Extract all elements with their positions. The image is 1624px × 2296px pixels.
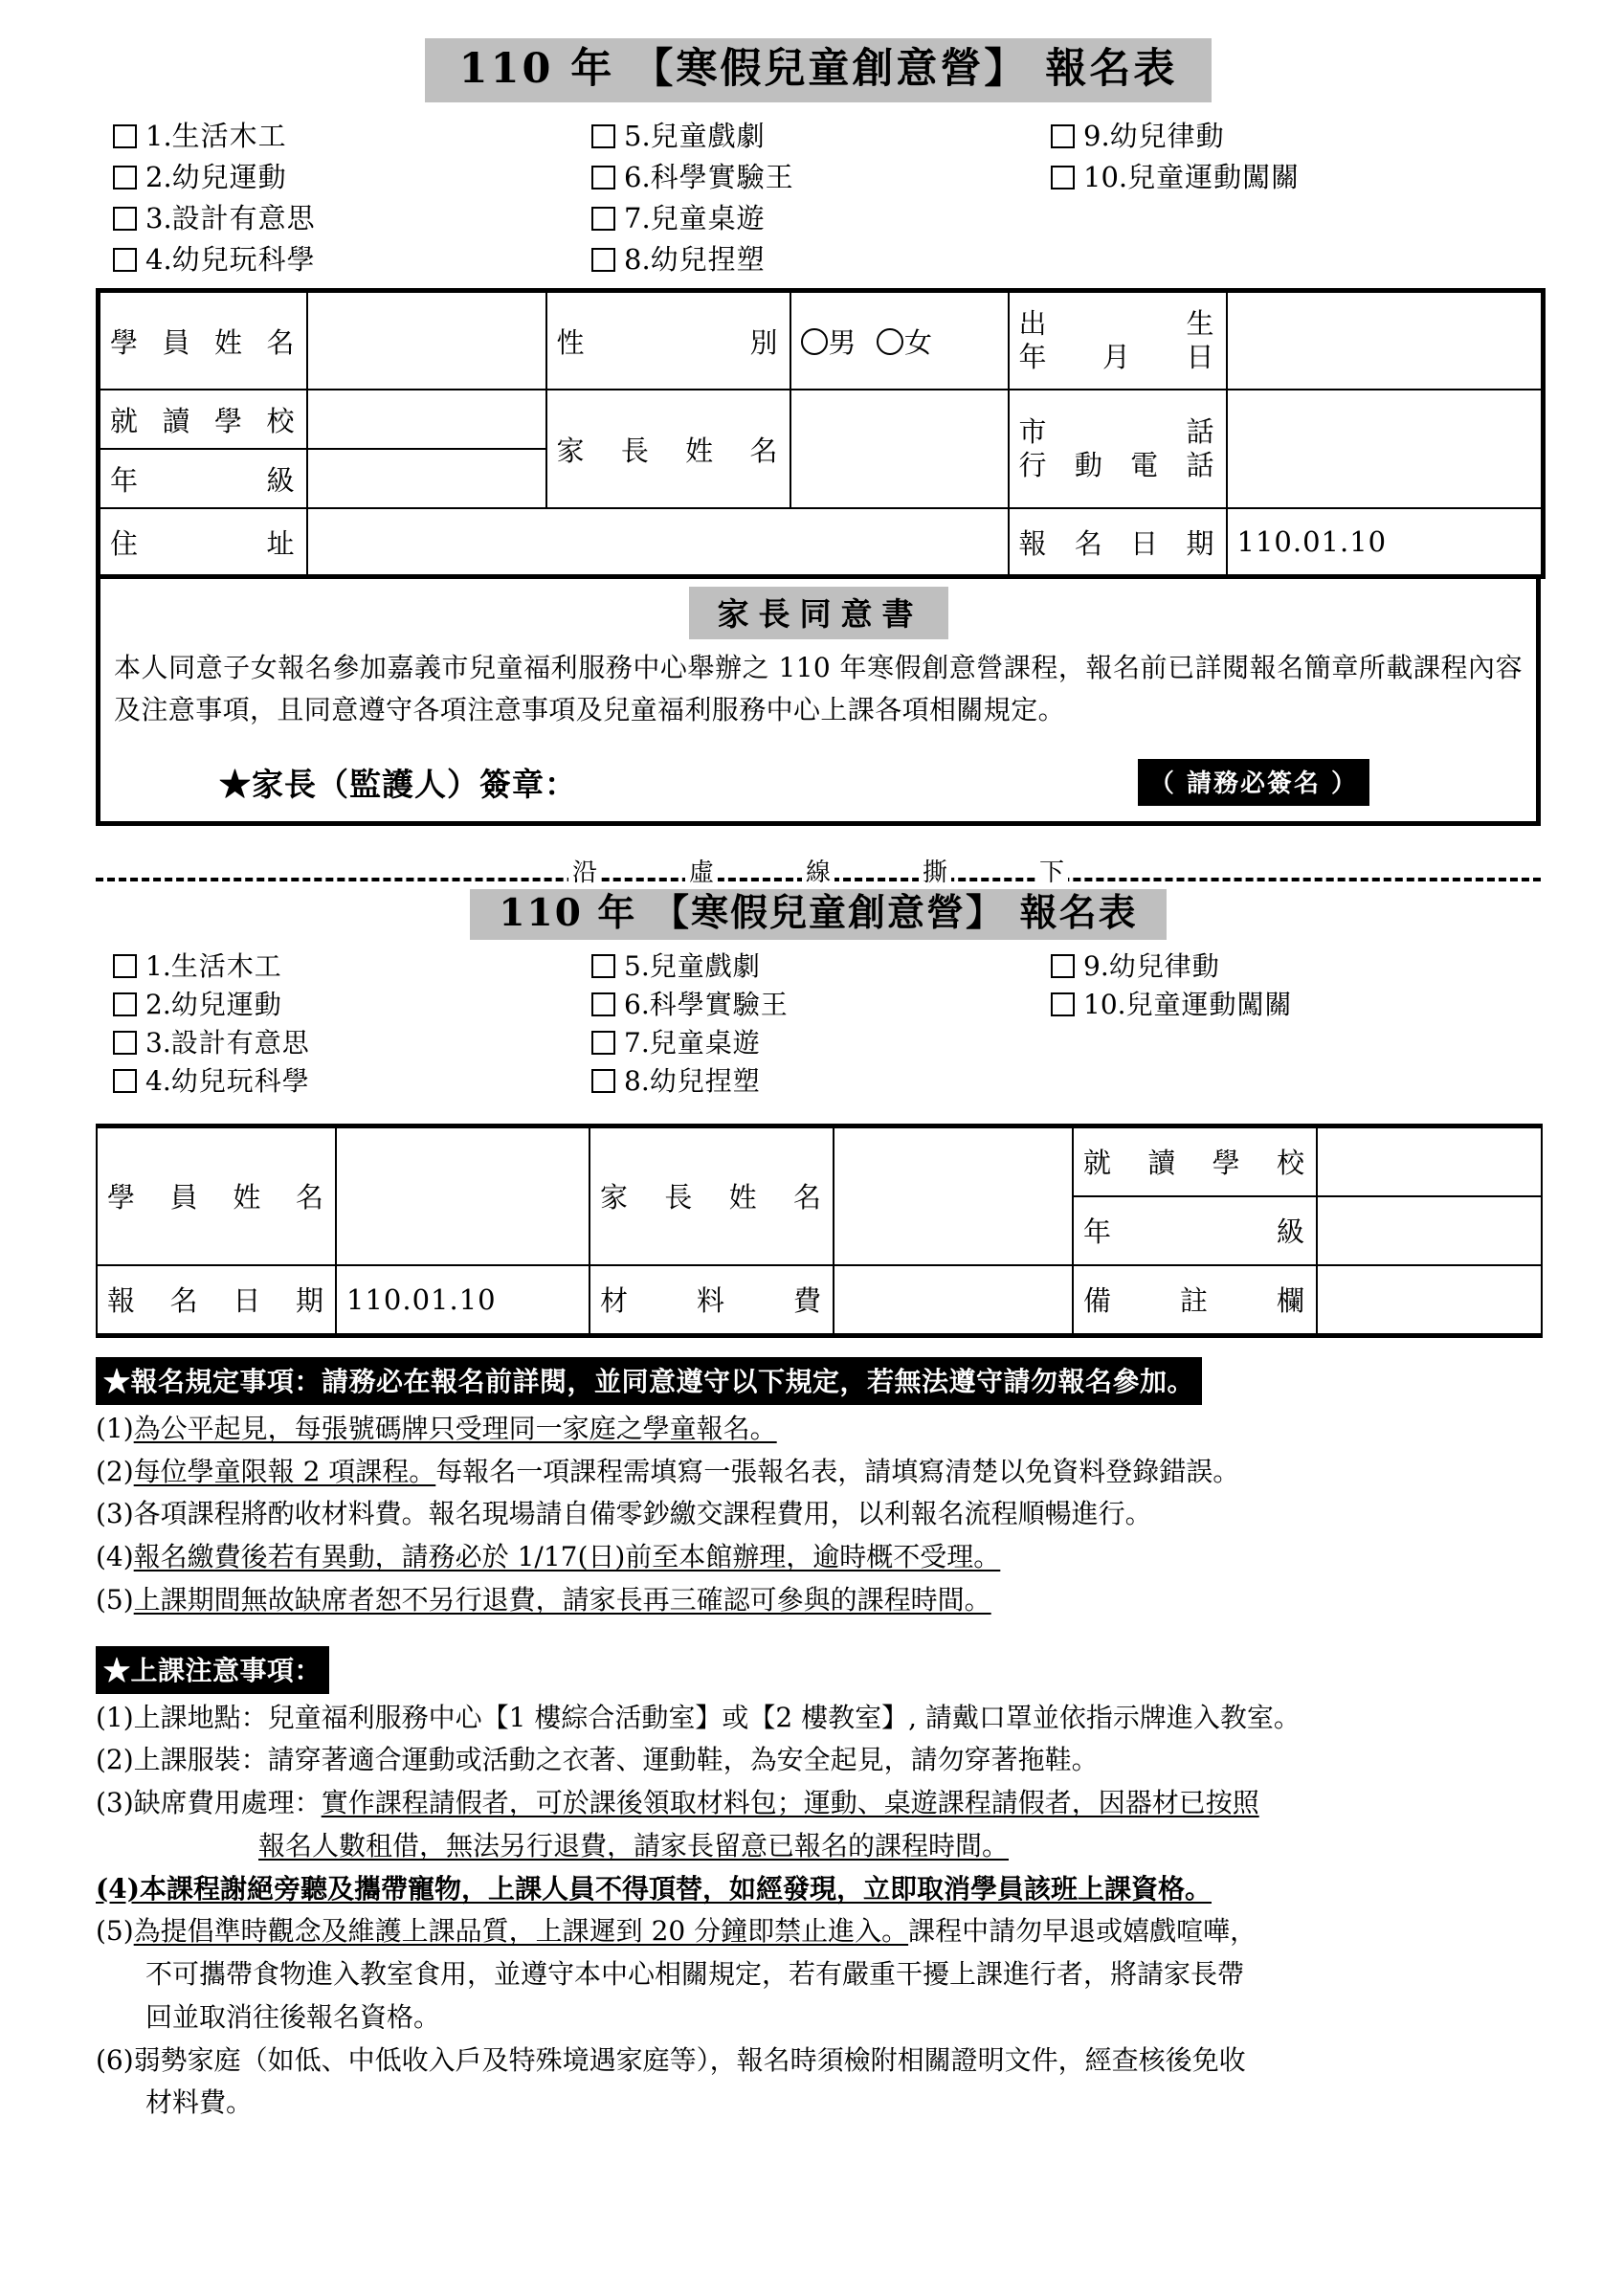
class-note-item [96,1699,1541,1737]
tear-instruction [96,853,1541,888]
tear-word: 沿 [568,858,601,887]
course-label: 科學實驗王 [650,161,794,194]
class-note-continuation [96,1998,1541,2037]
course-checkbox-item[interactable] [113,157,591,198]
class-note-text: 報名人數租借，無法另行退費，請家長留意已報名的課程時間。 [258,1829,1010,1861]
rule-text-underlined: 每位學童限報 2 項課程。 [133,1455,436,1487]
class-note-text [134,1784,1541,1822]
signature-row [114,759,1523,806]
stub-title-container [96,889,1541,940]
checkbox-icon[interactable] [113,124,137,148]
course-number: 4. [145,243,172,277]
remark-label: 備註欄 [1073,1265,1317,1336]
stub-parent-name-label: 家長姓名 [590,1126,834,1265]
class-note-text: 弱勢家庭（如低、中低收入戶及特殊境遇家庭等），報名時須檢附相關證明文件，經查核後免收 [133,2043,1246,2076]
student-name-label: 學員姓名 [99,291,307,390]
registration-date-label: 報名日期 [1009,508,1227,577]
rule-item [96,1453,1541,1491]
course-checkbox-item[interactable] [1051,157,1472,198]
class-note-number: (2) [96,1744,134,1776]
course-number: 10. [1083,161,1128,194]
stub-student-name-label: 學員姓名 [97,1126,336,1265]
course-label: 幼兒運動 [170,988,282,1020]
tear-word: 線 [802,858,834,887]
rule-item [96,1495,1541,1533]
course-checkbox-item[interactable] [113,986,591,1024]
parent-name-label: 家長姓名 [546,390,790,508]
rule-text [134,1453,1541,1491]
stub-student-name-field[interactable] [336,1126,590,1265]
tear-word: 虛 [685,858,718,887]
course-label: 兒童桌遊 [650,202,766,235]
consent-heading: 家長同意書 [689,587,948,639]
stub-school-field[interactable] [1317,1126,1542,1196]
course-checkbox-grid-main [113,116,1541,280]
rule-number: (4) [96,1541,134,1573]
course-checkbox-item[interactable] [1051,116,1472,157]
course-checkbox-item[interactable] [591,947,1051,986]
consent-heading-container [114,587,1523,639]
spacer [1051,198,1472,239]
phone-label [1009,390,1227,508]
checkbox-icon[interactable] [113,992,137,1016]
parent-name-field[interactable] [790,390,1009,508]
table-row [99,508,1544,577]
stub-page-title: 110 年 【寒假兒童創意營】 報名表 [470,889,1166,940]
class-note-text [134,1912,1541,1950]
course-number: 3. [145,1026,171,1059]
spacer [1051,1024,1472,1062]
phone-field[interactable] [1227,390,1544,508]
class-note-text: 不可攜帶食物進入教室食用，並遵守本中心相關規定，若有嚴重干擾上課進行者，將請家長帶 [145,1958,1245,1991]
spacer [1051,239,1472,280]
checkbox-icon[interactable] [113,207,137,231]
birthdate-field[interactable] [1227,291,1544,390]
checkbox-icon[interactable] [591,1069,615,1093]
course-number: 7. [624,1026,650,1059]
rule-number: (3) [96,1498,134,1530]
table-row [99,291,1544,390]
checkbox-icon[interactable] [1051,992,1075,1016]
checkbox-icon[interactable] [591,954,615,978]
class-note-underlined: 為提倡準時觀念及維護上課品質，上課遲到 20 分鐘即禁止進入。 [133,1915,909,1948]
rule-number: (2) [96,1455,134,1487]
school-field[interactable] [307,390,546,449]
checkbox-icon[interactable] [1051,166,1075,189]
address-label: 住址 [99,508,307,577]
course-checkbox-item[interactable] [1051,947,1472,986]
course-checkbox-item[interactable] [113,239,591,280]
course-label: 兒童運動闖關 [1127,161,1301,194]
student-info-table [96,288,1546,579]
tear-word: 下 [1035,858,1068,887]
rule-text: 上課期間無故缺席者恕不另行退費，請家長再三確認可參與的課程時間。 [133,1583,991,1616]
stub-info-table [96,1124,1543,1338]
course-label: 科學實驗王 [649,988,789,1020]
course-label: 生活木工 [170,949,282,982]
course-number: 9. [1083,949,1109,982]
class-note-item [96,1870,1541,1908]
course-number: 4. [145,1064,171,1097]
checkbox-icon[interactable] [1051,954,1075,978]
rules-heading: ★報名規定事項：請務必在報名前詳閱，並同意遵守以下規定，若無法遵守請勿報名參加。 [96,1357,1202,1405]
birthdate-label-line2: 年月日 [1018,341,1216,374]
registration-date-value: 110.01.10 [1227,508,1544,577]
course-number: 5. [624,120,651,153]
course-label: 生活木工 [171,120,287,153]
course-label: 幼兒玩科學 [170,1064,310,1097]
course-label: 幼兒捏塑 [650,243,766,277]
course-checkbox-item[interactable] [591,1062,1051,1101]
school-label: 就讀學校 [99,390,307,449]
class-note-item [96,1784,1541,1822]
class-note-text: 材料費。 [145,2086,254,2119]
gender-male-label: 男 [828,325,857,359]
tear-word: 撕 [919,858,951,887]
class-note-continuation [96,1955,1541,1994]
course-number: 7. [624,202,651,235]
course-number: 6. [624,988,650,1020]
course-checkbox-item[interactable] [113,947,591,986]
checkbox-icon[interactable] [113,1069,137,1093]
signature-required-badge: （ 請務必簽名 ） [1138,759,1369,806]
parent-consent-section [96,579,1541,826]
course-number: 8. [624,1064,650,1097]
checkbox-icon[interactable] [1051,124,1075,148]
stub-reg-date-value: 110.01.10 [336,1265,590,1336]
stub-grade-field[interactable] [1317,1196,1542,1265]
registration-rules-section [96,1357,1541,1619]
course-label: 幼兒律動 [1109,120,1225,153]
spacer [1051,1062,1472,1101]
class-note-number: (5) [96,1915,134,1948]
course-checkbox-grid-stub [113,947,1541,1101]
course-checkbox-item[interactable] [591,1024,1051,1062]
class-note-continuation [96,2084,1541,2122]
course-number: 1. [145,949,171,982]
course-checkbox-item[interactable] [113,1062,591,1101]
course-checkbox-item[interactable] [591,116,1051,157]
course-number: 1. [145,120,172,153]
class-note-underlined: 實作課程請假者，可於課後領取材料包；運動、桌遊課程請假者，因器材已按照 [321,1787,1259,1819]
remark-field[interactable] [1317,1265,1542,1336]
checkbox-icon[interactable] [591,1031,615,1055]
material-fee-label: 材料費 [590,1265,834,1336]
checkbox-icon[interactable] [591,992,615,1016]
course-checkbox-item[interactable] [591,198,1051,239]
course-checkbox-item[interactable] [113,116,591,157]
checkbox-icon[interactable] [591,166,615,189]
gender-female-label: 女 [903,325,933,359]
course-number: 10. [1083,988,1126,1020]
course-number: 2. [145,161,172,194]
course-checkbox-item[interactable] [591,986,1051,1024]
class-note-lead: 缺席費用處理： [133,1787,322,1819]
stub-grade-label: 年級 [1073,1196,1317,1265]
page-title: 110 年 【寒假兒童創意營】 報名表 [425,38,1212,102]
course-label: 幼兒玩科學 [171,243,316,277]
class-note-number: (6) [96,2043,134,2076]
checkbox-icon[interactable] [591,207,615,231]
phone-label-line2: 行動電話 [1018,449,1216,482]
rule-item [96,1538,1541,1576]
course-label: 幼兒律動 [1108,949,1220,982]
course-number: 9. [1083,120,1110,153]
student-name-field[interactable] [307,291,546,390]
address-field[interactable] [307,508,1009,577]
course-checkbox-item[interactable] [113,198,591,239]
course-label: 兒童戲劇 [650,120,766,153]
class-note-item [96,2041,1541,2080]
rule-text-rest: 每報名一項課程需填寫一張報名表，請填寫清楚以免資料登錄錯誤。 [435,1455,1240,1487]
course-checkbox-item[interactable] [113,1024,591,1062]
material-fee-field[interactable] [834,1265,1073,1336]
stub-school-label: 就讀學校 [1073,1126,1317,1196]
table-row [97,1265,1542,1336]
course-label: 兒童運動闖關 [1125,988,1293,1020]
stub-reg-date-label: 報名日期 [97,1265,336,1336]
class-note-text: 本課程謝絕旁聽及攜帶寵物，上課人員不得頂替，如經發現，立即取消學員該班上課資格。 [139,1872,1212,1905]
rule-text: 各項課程將酌收材料費。報名現場請自備零鈔繳交課程費用，以利報名流程順暢進行。 [133,1498,1152,1530]
checkbox-icon[interactable] [591,248,615,272]
course-checkbox-item[interactable] [591,157,1051,198]
gender-options[interactable] [790,291,1009,390]
tear-along-dotted-line [96,851,1541,893]
checkbox-icon[interactable] [113,954,137,978]
radio-male-icon[interactable] [801,328,828,355]
course-number: 2. [145,988,171,1020]
grade-field[interactable] [307,449,546,508]
checkbox-icon[interactable] [113,1031,137,1055]
main-title-container [96,38,1541,102]
course-label: 兒童戲劇 [649,949,761,982]
class-note-continuation [96,1827,1541,1865]
course-checkbox-item[interactable] [1051,986,1472,1024]
rule-number: (5) [96,1583,134,1616]
rule-text: 為公平起見，每張號碼牌只受理同一家庭之學童報名。 [133,1412,777,1444]
rule-text: 報名繳費後若有異動，請務必於 1/17(日)前至本館辦理，逾時概不受理。 [133,1541,1001,1573]
class-notes-section [96,1646,1541,2123]
course-checkbox-item[interactable] [591,239,1051,280]
course-label: 兒童桌遊 [649,1026,761,1059]
rule-number: (1) [96,1412,134,1444]
table-row [97,1126,1542,1196]
table-row [99,390,1544,449]
course-label: 設計有意思 [170,1026,310,1059]
course-number: 5. [624,949,650,982]
course-label: 設計有意思 [171,202,316,235]
checkbox-icon[interactable] [113,248,137,272]
course-number: 3. [145,202,172,235]
birthdate-label [1009,291,1227,390]
grade-label: 年級 [99,449,307,508]
radio-female-icon[interactable] [877,328,903,355]
course-label: 幼兒捏塑 [649,1064,761,1097]
class-note-number: (1) [96,1701,134,1733]
rule-item [96,1581,1541,1619]
checkbox-icon[interactable] [113,166,137,189]
course-label: 幼兒運動 [171,161,287,194]
course-number: 6. [624,161,651,194]
birthdate-label-line1: 出生 [1018,306,1216,340]
course-number: 8. [624,243,651,277]
class-note-item [96,1741,1541,1779]
gender-label: 性別 [546,291,790,390]
signature-label: ★家長（監護人）簽章： [219,765,577,803]
checkbox-icon[interactable] [591,124,615,148]
class-note-text: 上課地點：兒童福利服務中心【1 樓綜合活動室】或【2 樓教室】, 請戴口罩並依指示牌進入教室。 [133,1701,1301,1733]
rule-item [96,1410,1541,1448]
class-note-number: (4) [96,1872,140,1905]
class-note-rest: 課程中請勿早退或嬉戲喧嘩， [908,1915,1257,1948]
class-note-number: (3) [96,1787,134,1819]
class-note-text: 上課服裝：請穿著適合運動或活動之衣著、運動鞋，為安全起見，請勿穿著拖鞋。 [133,1744,1099,1776]
consent-body-text: 本人同意子女報名參加嘉義市兒童福利服務中心舉辦之 110 年寒假創意營課程，報名前已詳閱報名簡章所載課程內容及注意事項，且同意遵守各項注意事項及兒童福利服務中心上課各項相關規定。 [114,652,1523,725]
class-note-item [96,1912,1541,1950]
class-note-text: 回並取消往後報名資格。 [145,2000,441,2033]
phone-label-line1: 市話 [1018,414,1216,448]
stub-parent-name-field[interactable] [834,1126,1073,1265]
class-notes-heading: ★上課注意事項： [96,1646,329,1694]
